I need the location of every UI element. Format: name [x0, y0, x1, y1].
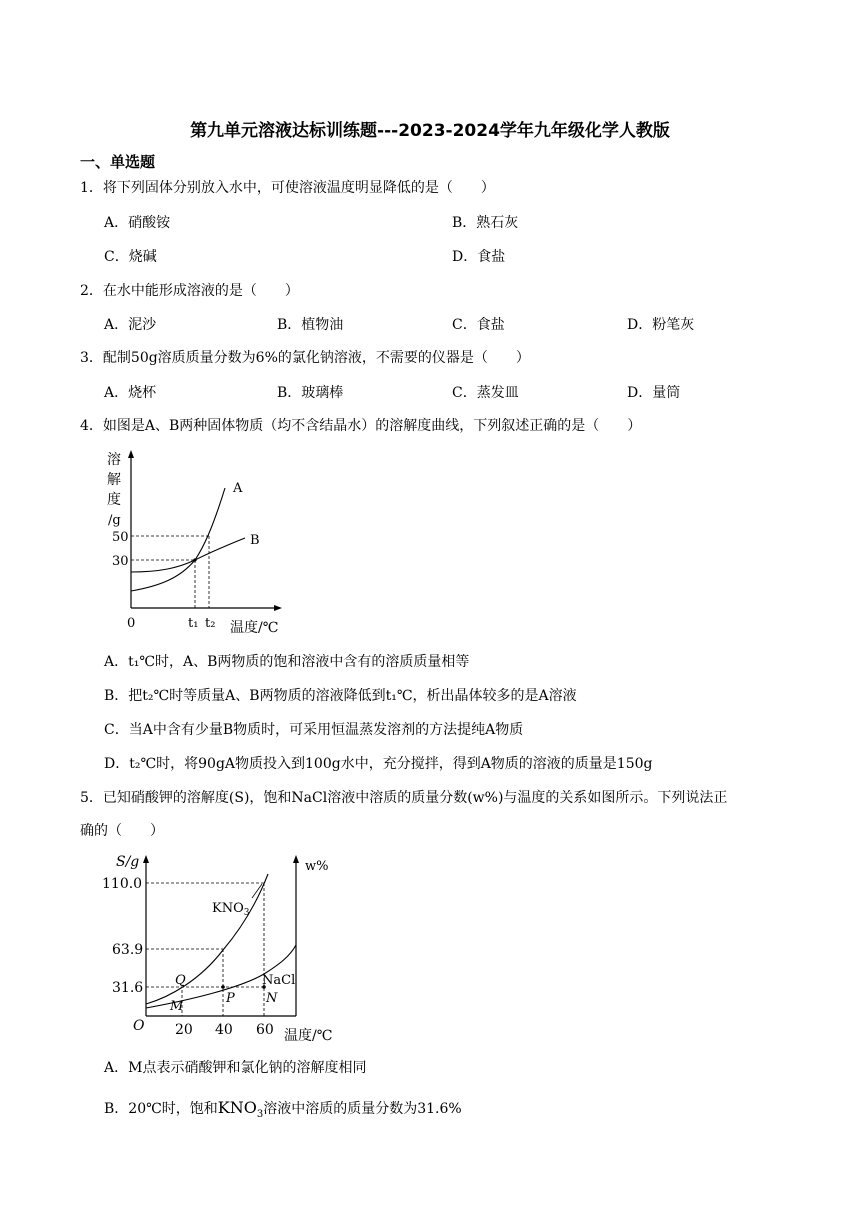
graph4-curve-b-label: B	[250, 533, 260, 548]
graph4-ylabel-1: 溶	[107, 452, 121, 468]
graph4-ylabel-3: 度	[107, 492, 121, 508]
q5-option-b[interactable]	[104, 1098, 462, 1125]
q1-option-b[interactable]: B．熟石灰	[452, 215, 519, 231]
q1-option-d[interactable]: D．食盐	[452, 249, 506, 265]
graph5-label-p: P	[226, 991, 235, 1006]
graph5-y-arrow	[143, 855, 149, 863]
graph4-y-arrow	[128, 450, 134, 458]
q2-option-b[interactable]: B．植物油	[277, 317, 344, 333]
graph5-tick-316: 31.6	[112, 980, 144, 996]
q5-option-b-kno3: KNO	[217, 1098, 257, 1117]
q4-option-b[interactable]: B．把t₂℃时等质量A、B两物质的溶液降低到t₁℃，析出晶体较多的是A溶液	[104, 688, 577, 704]
graph5-xlabel: 温度/℃	[284, 1028, 333, 1044]
solubility-graph-kno3-nacl	[100, 850, 350, 1045]
graph5-y2label: w%	[305, 859, 329, 874]
page-title: 第九单元溶液达标训练题---2023-2024学年九年级化学人教版	[190, 121, 670, 141]
question-5-stem-line2: 确的（ ）	[80, 823, 164, 839]
q2-option-c[interactable]: C．食盐	[452, 317, 505, 333]
graph5-origin: O	[133, 1018, 145, 1034]
graph5-curve-kno3	[146, 874, 268, 1004]
q1-option-c[interactable]: C．烧碱	[104, 249, 157, 265]
solubility-graph-ab	[100, 448, 300, 640]
graph5-label-n: N	[266, 991, 278, 1006]
question-1-stem: 1．将下列固体分别放入水中，可使溶液温度明显降低的是（ ）	[80, 180, 495, 196]
question-3-stem: 3．配制50g溶质质量分数为6%的氯化钠溶液，不需要的仪器是（ ）	[80, 350, 530, 366]
graph4-yunit: /g	[108, 513, 121, 528]
graph4-xlabel: 温度/℃	[230, 620, 279, 636]
q3-option-d[interactable]: D．量筒	[627, 385, 681, 401]
q3-option-a[interactable]: A．烧杯	[104, 385, 157, 401]
graph4-tick-30: 30	[112, 554, 129, 569]
question-4-stem: 4．如图是A、B两种固体物质（均不含结晶水）的溶解度曲线，下列叙述正确的是（ ）	[80, 418, 642, 434]
q3-option-b[interactable]: B．玻璃棒	[277, 385, 344, 401]
q5-option-b-pre: B．20℃时，饱和	[104, 1101, 218, 1117]
q2-option-a[interactable]: A．泥沙	[104, 317, 157, 333]
graph5-tick-60: 60	[256, 1022, 274, 1038]
q5-option-b-sub: 3	[256, 1108, 264, 1120]
graph4-origin: 0	[127, 616, 136, 631]
graph5-tick-20: 20	[175, 1022, 193, 1038]
q4-option-c[interactable]: C．当A中含有少量B物质时，可采用恒温蒸发溶剂的方法提纯A物质	[104, 722, 524, 738]
question-2-stem: 2．在水中能形成溶液的是（ ）	[80, 283, 299, 299]
graph5-tick-639: 63.9	[112, 942, 144, 958]
graph5-label-m: M	[170, 999, 184, 1014]
question-5-stem-line1: 5．已知硝酸钾的溶解度(S)，饱和NaCl溶液中溶质的质量分数(w%)与温度的关系如图所示。下列说法正	[80, 790, 728, 806]
q5-option-b-post: 溶液中溶质的质量分数为31.6%	[263, 1101, 462, 1117]
section-heading: 一、单选题	[80, 153, 156, 171]
graph4-curve-a-label: A	[233, 481, 243, 496]
graph5-nacl-label: NaCl	[262, 973, 296, 988]
q1-option-a[interactable]: A．硝酸铵	[104, 215, 171, 231]
graph4-tick-t1: t₁	[188, 616, 199, 631]
q4-option-a[interactable]: A．t₁℃时，A、B两物质的饱和溶液中含有的溶质质量相等	[104, 654, 470, 670]
q5-option-a[interactable]: A．M点表示硝酸钾和氯化钠的溶解度相同	[104, 1060, 367, 1076]
graph5-ylabel: S/g	[116, 854, 140, 870]
graph4-tick-50: 50	[112, 530, 129, 545]
graph4-x-arrow	[274, 605, 282, 611]
graph5-point-p	[221, 985, 225, 989]
graph4-intersection	[193, 558, 196, 561]
graph4-curve-a	[131, 488, 225, 591]
graph5-kno3-label: $KNO_3$	[212, 901, 250, 918]
graph5-tick-110: 110.0	[102, 876, 143, 892]
graph4-ylabel-2: 解	[107, 472, 121, 488]
graph5-label-q: Q	[175, 973, 186, 988]
q4-option-d[interactable]: D．t₂℃时，将90gA物质投入到100g水中，充分搅拌，得到A物质的溶液的质量是150g	[104, 756, 653, 772]
graph4-tick-t2: t₂	[205, 616, 216, 631]
graph5-y2-arrow	[293, 855, 299, 863]
q2-option-d[interactable]: D．粉笔灰	[627, 317, 695, 333]
q3-option-c[interactable]: C．蒸发皿	[452, 385, 519, 401]
graph5-tick-40: 40	[215, 1022, 233, 1038]
